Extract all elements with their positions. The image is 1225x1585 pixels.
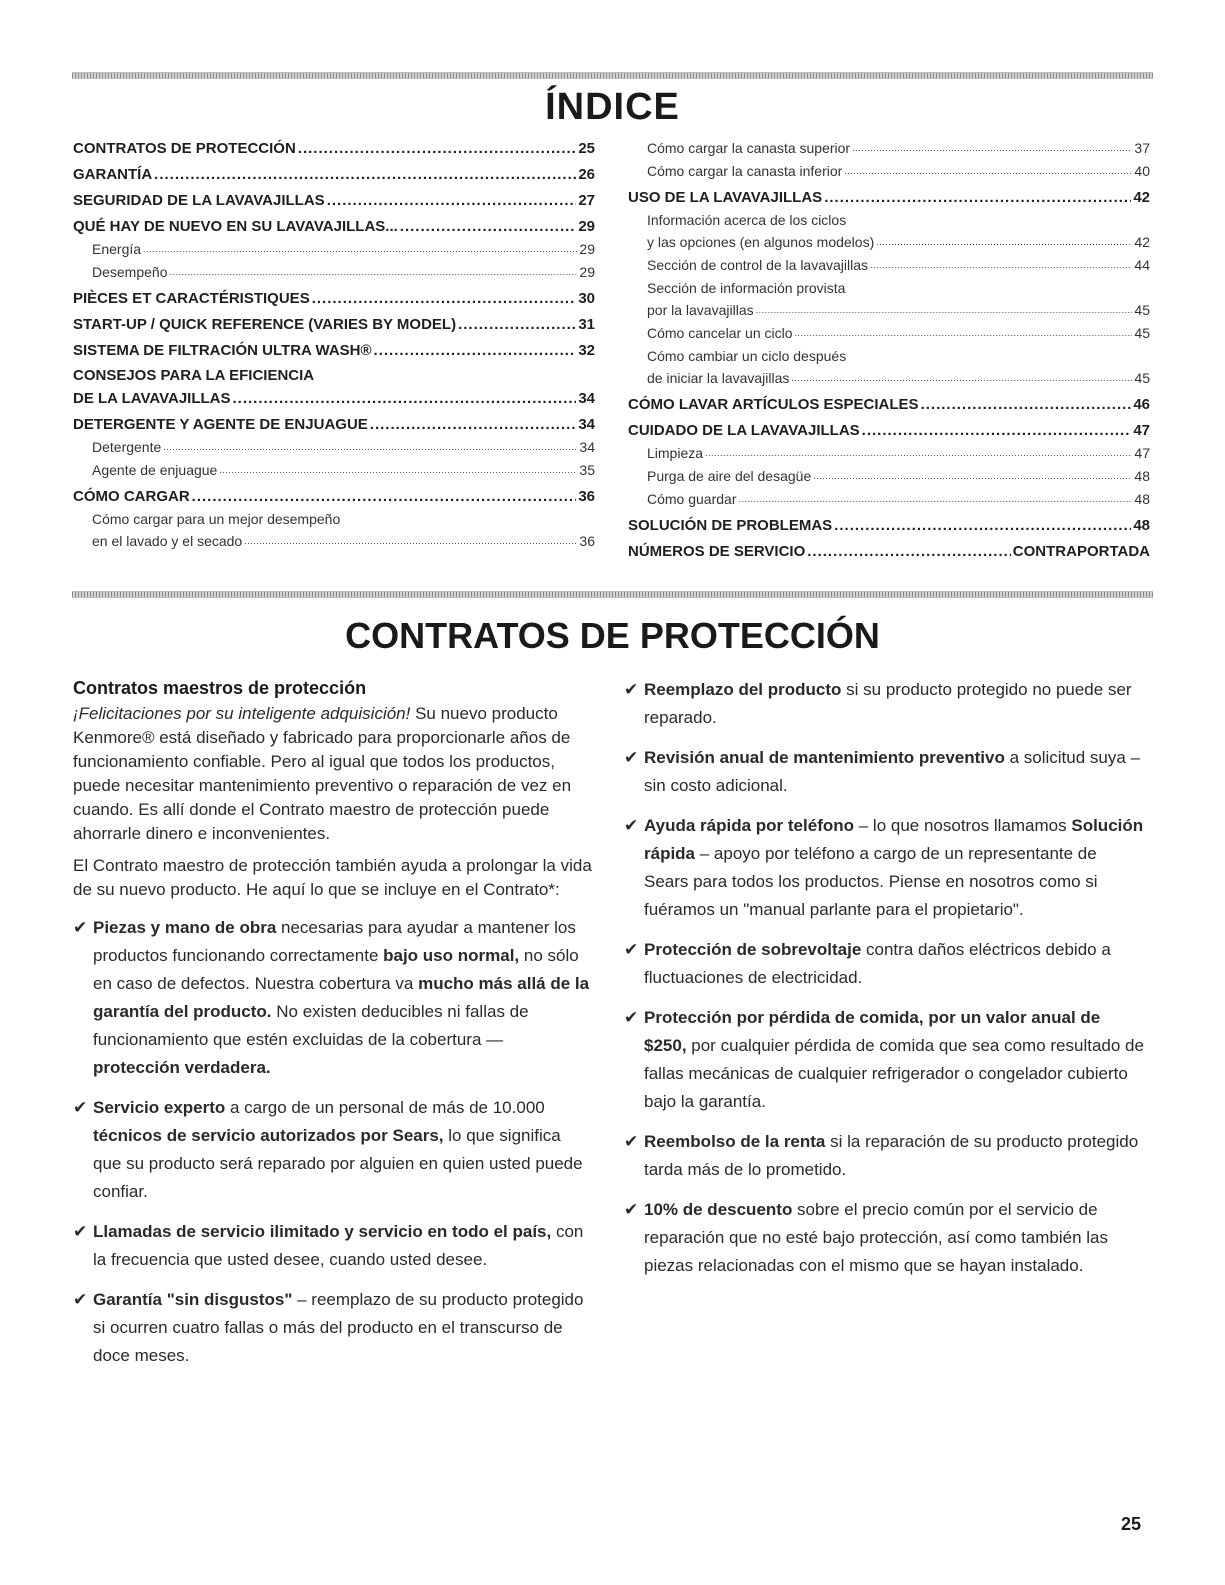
toc-entry-text: Agente de enjuague <box>92 462 218 478</box>
toc-row <box>647 488 1150 511</box>
toc-row <box>92 436 595 459</box>
toc-entry-text: SOLUCIÓN DE PROBLEMAS <box>628 517 833 534</box>
toc-entry <box>628 465 1150 488</box>
bullet-item <box>624 812 1144 924</box>
toc-dot-leader <box>834 514 1131 537</box>
checkmark-icon: ✔ <box>73 918 88 937</box>
toc-entry <box>73 137 595 160</box>
toc-entry-text: y las opciones (en algunos modelos) <box>647 234 875 250</box>
toc-page-number: 35 <box>579 462 595 478</box>
toc-entry <box>73 508 595 553</box>
toc-row <box>647 160 1150 183</box>
toc-entry-text: GARANTÍA <box>73 166 153 183</box>
toc-entry <box>628 322 1150 345</box>
bullet-bold-text: Protección por pérdida de comida, por un valor anual de $250, <box>644 1008 1101 1055</box>
toc-entry <box>73 215 595 238</box>
toc-dot-leader <box>170 261 578 284</box>
toc-entry-text: USO DE LA LAVAVAJILLAS <box>628 189 823 206</box>
intro-italic: ¡Felicitaciones por su inteligente adquisición! <box>73 704 411 723</box>
toc-page-number: 37 <box>1134 140 1150 156</box>
toc-page-number: 36 <box>578 488 595 505</box>
toc-entry-text: Cómo cargar la canasta superior <box>647 140 851 156</box>
page-number: 25 <box>1120 1514 1141 1534</box>
toc-dot-leader <box>739 488 1133 511</box>
checkmark-icon: ✔ <box>624 1132 639 1151</box>
toc-dot-leader <box>233 387 577 410</box>
toc-row <box>628 393 1150 416</box>
toc-page-number: 45 <box>1134 370 1150 386</box>
bullet-text: con la frecuencia que usted desee, cuando usted desee. <box>93 1222 584 1269</box>
toc-dot-leader <box>876 231 1132 254</box>
toc-left-column <box>73 137 595 553</box>
toc-row <box>628 514 1150 537</box>
toc-dot-leader <box>813 465 1132 488</box>
toc-entry-line1: Cómo cargar para un mejor desempeño <box>92 511 341 527</box>
toc-entry-text: Cómo cargar la canasta inferior <box>647 163 843 179</box>
index-title: ÍNDICE <box>545 86 680 128</box>
toc-page-number: 25 <box>578 140 595 157</box>
toc-entry <box>628 160 1150 183</box>
toc-entry <box>73 485 595 508</box>
toc-page-number: 46 <box>1133 396 1150 413</box>
bullet-bold-text: bajo uso normal, <box>383 946 520 965</box>
toc-page-number: 30 <box>578 290 595 307</box>
toc-row <box>647 299 1150 322</box>
toc-entry-line1: Sección de información provista <box>647 280 846 296</box>
mid-rule <box>72 591 1153 598</box>
toc-row <box>73 215 595 238</box>
bullet-bold-text: Servicio experto <box>93 1098 226 1117</box>
toc-page-number: 48 <box>1133 517 1150 534</box>
checkmark-icon: ✔ <box>624 680 639 699</box>
toc-page-number: 29 <box>578 218 595 235</box>
toc-entry <box>73 313 595 336</box>
bullet-bold-text: mucho más allá de la garantía del producto. <box>93 974 590 1021</box>
bullet-item <box>73 914 593 1082</box>
bullet-bold-text: Revisión anual de mantenimiento preventivo <box>644 748 1005 767</box>
bullet-text: si su producto protegido no puede ser reparado. <box>644 680 1132 727</box>
toc-page-number: 29 <box>579 241 595 257</box>
toc-dot-leader <box>370 413 577 436</box>
bullet-item <box>624 1004 1144 1116</box>
toc-row <box>647 442 1150 465</box>
toc-page-number: 36 <box>579 533 595 549</box>
section-title: CONTRATOS DE PROTECCIÓN <box>345 615 880 656</box>
toc-entry-text: START-UP / QUICK REFERENCE (VARIES BY MODEL) <box>73 316 457 333</box>
toc-dot-leader <box>921 393 1132 416</box>
toc-row <box>647 254 1150 277</box>
toc-dot-leader <box>791 367 1132 390</box>
checkmark-icon: ✔ <box>624 1200 639 1219</box>
toc-entry-text: CÓMO LAVAR ARTÍCULOS ESPECIALES <box>628 396 919 413</box>
toc-row <box>92 530 595 553</box>
bullet-bold-text: Reembolso de la renta <box>644 1132 826 1151</box>
bullet-text: – lo que nosotros llamamos <box>854 816 1072 835</box>
toc-page-number: 48 <box>1134 468 1150 484</box>
bullet-text: sobre el precio común por el servicio de reparación que no esté bajo protección, así como también las piezas relacionadas con el mismo que se hayan instalado. <box>644 1200 1108 1275</box>
toc-entry <box>73 459 595 482</box>
toc-row <box>628 186 1150 209</box>
toc-entry <box>628 186 1150 209</box>
top-rule <box>72 72 1153 79</box>
toc-page-number: 26 <box>578 166 595 183</box>
bullet-bold-text: Piezas y mano de obra <box>93 918 277 937</box>
toc-entry <box>628 442 1150 465</box>
toc-entry <box>73 413 595 436</box>
toc-row <box>647 367 1150 390</box>
checkmark-icon: ✔ <box>624 940 639 959</box>
bullet-text: contra daños eléctricos debido a fluctuaciones de electricidad. <box>644 940 1111 987</box>
bullet-bold-text: Ayuda rápida por teléfono <box>644 816 855 835</box>
toc-dot-leader <box>756 299 1133 322</box>
checkmark-icon: ✔ <box>73 1222 88 1241</box>
toc-page-number: 47 <box>1134 445 1150 461</box>
toc-dot-leader <box>862 419 1132 442</box>
toc-row <box>73 413 595 436</box>
toc-entry-text: DE LA LAVAVAJILLAS <box>73 390 231 407</box>
bullet-bold-text: Reemplazo del producto <box>644 680 842 699</box>
bullet-text: si la reparación de su producto protegido tarda más de lo prometido. <box>644 1132 1139 1179</box>
bullet-item <box>624 744 1144 800</box>
bullet-bold-text: Protección de sobrevoltaje <box>644 940 862 959</box>
right-bullet-list <box>624 676 1144 1280</box>
toc-page-number: 27 <box>578 192 595 209</box>
toc-entry <box>628 345 1150 390</box>
toc-dot-leader <box>844 160 1132 183</box>
toc-entry <box>628 540 1150 563</box>
bullet-text: necesarias para ayudar a mantener los productos funcionando correctamente <box>93 918 576 965</box>
checkmark-icon: ✔ <box>73 1290 88 1309</box>
bullet-text: por cualquier pérdida de comida que sea como resultado de fallas mecánicas de cualquier refrigerador o congelador cubierto bajo la garantía. <box>644 1036 1144 1111</box>
intro-paragraph <box>73 702 593 846</box>
left-column <box>73 676 593 1382</box>
toc-page-number: 45 <box>1134 302 1150 318</box>
toc-dot-leader <box>312 287 577 310</box>
bullet-bold-text: 10% de descuento <box>644 1200 793 1219</box>
toc-dot-leader <box>795 322 1133 345</box>
toc-row <box>647 465 1150 488</box>
toc-dot-leader <box>327 189 577 212</box>
toc-entry-text: DETERGENTE Y AGENTE DE ENJUAGUE <box>73 416 368 433</box>
toc-entry <box>628 419 1150 442</box>
bullet-item <box>624 936 1144 992</box>
toc-entry-text: Cómo cancelar un ciclo <box>647 325 793 341</box>
toc-row <box>73 163 595 186</box>
toc-page-number: 34 <box>579 439 595 455</box>
toc-row <box>73 387 595 410</box>
toc-entry <box>73 163 595 186</box>
toc-entry-text: Detergente <box>92 439 162 455</box>
intro-text: Su nuevo producto Kenmore® está diseñado y fabricado para proporcionarle años de funcionamiento confiable. Pero al igual que todos los productos, puede necesitar mantenimiento preventivo o reparación de vez en cuando. Es allí donde el Contrato maestro de protección puede ahorrarle dinero e inconvenientes. <box>73 704 572 843</box>
toc-page-number: 31 <box>578 316 595 333</box>
toc-entry <box>73 339 595 362</box>
toc-right-column <box>628 137 1150 563</box>
toc-dot-leader <box>458 313 576 336</box>
toc-row <box>628 540 1150 563</box>
toc-row <box>73 485 595 508</box>
toc-entry-text: Cómo guardar <box>647 491 737 507</box>
bullet-item <box>624 1128 1144 1184</box>
toc-page-number: 42 <box>1134 234 1150 250</box>
toc-entry-line1: Cómo cambiar un ciclo después <box>647 348 847 364</box>
toc-entry-text: CUIDADO DE LA LAVAVAJILLAS <box>628 422 860 439</box>
toc-entry-text: de iniciar la lavavajillas <box>647 370 790 386</box>
toc-dot-leader <box>244 530 577 553</box>
toc-entry <box>628 277 1150 322</box>
toc-row <box>628 419 1150 442</box>
checkmark-icon: ✔ <box>73 1098 88 1117</box>
bullet-bold-text: protección verdadera. <box>93 1058 271 1077</box>
toc-page-number: 29 <box>579 264 595 280</box>
toc-entry-text: PIÈCES ET CARACTÉRISTIQUES <box>73 290 310 307</box>
bullet-bold-text: Solución rápida <box>644 816 1144 863</box>
toc-entry-text: CÓMO CARGAR <box>73 488 190 505</box>
toc-row <box>647 137 1150 160</box>
toc-entry-text: CONTRATOS DE PROTECCIÓN <box>73 140 296 157</box>
left-bullet-list <box>73 914 593 1370</box>
bullet-bold-text: Garantía "sin disgustos" <box>93 1290 293 1309</box>
toc-entry <box>73 238 595 261</box>
toc-row <box>73 287 595 310</box>
toc-entry-text: Purga de aire del desagüe <box>647 468 812 484</box>
bullet-text: – apoyo por teléfono a cargo de un representante de Sears para todos los productos. Piense en nosotros como si fuéramos un "manual parlante para el propietario". <box>644 844 1098 919</box>
toc-row <box>647 322 1150 345</box>
toc-page-number: 40 <box>1134 163 1150 179</box>
toc-entry-text: Energía <box>92 241 142 257</box>
toc-dot-leader <box>143 238 577 261</box>
toc-dot-leader <box>852 137 1132 160</box>
bullet-item <box>73 1094 593 1206</box>
toc-entry <box>628 254 1150 277</box>
bullet-text: – reemplazo de su producto protegido si ocurren cuatro fallas o más del producto en el transcurso de doce meses. <box>93 1290 584 1365</box>
toc-entry <box>73 436 595 459</box>
toc-dot-leader <box>219 459 577 482</box>
bullet-bold-text: técnicos de servicio autorizados por Sears, <box>93 1126 444 1145</box>
toc-dot-leader <box>154 163 576 186</box>
toc-row <box>92 261 595 284</box>
toc-dot-leader <box>705 442 1132 465</box>
bullet-item <box>624 1196 1144 1280</box>
bullet-item <box>624 676 1144 732</box>
toc-page-number: 45 <box>1134 325 1150 341</box>
toc-entry-text: NÚMEROS DE SERVICIO <box>628 543 806 560</box>
toc-entry <box>73 287 595 310</box>
toc-entry-text: en el lavado y el secado <box>92 533 243 549</box>
right-column <box>624 676 1144 1292</box>
toc-entry-text: SEGURIDAD DE LA LAVAVAJILLAS <box>73 192 325 209</box>
toc-entry <box>628 209 1150 254</box>
toc-row <box>73 339 595 362</box>
toc-row <box>73 137 595 160</box>
checkmark-icon: ✔ <box>624 748 639 767</box>
bullet-item <box>73 1218 593 1274</box>
toc-page-number: 32 <box>578 342 595 359</box>
toc-row <box>92 459 595 482</box>
toc-entry-line1: CONSEJOS PARA LA EFICIENCIA <box>73 367 315 384</box>
second-paragraph: El Contrato maestro de protección también ayuda a prolongar la vida de su nuevo producto. He aquí lo que se incluye en el Contrato*: <box>73 856 592 899</box>
toc-row <box>73 189 595 212</box>
bullet-text: No existen deducibles ni fallas de funcionamiento que estén excluidas de la cobertura — <box>93 1002 529 1049</box>
toc-page-number: 48 <box>1134 491 1150 507</box>
toc-page-number: 34 <box>578 390 595 407</box>
bullet-text: lo que significa que su producto será reparado por alguien en quien usted puede confiar. <box>93 1126 583 1201</box>
toc-entry-text: por la lavavajillas <box>647 302 754 318</box>
bullet-text: no sólo en caso de defectos. Nuestra cobertura va <box>93 946 579 993</box>
toc-row <box>92 238 595 261</box>
toc-dot-leader <box>870 254 1132 277</box>
toc-dot-leader <box>192 485 577 508</box>
toc-page-number: 47 <box>1133 422 1150 439</box>
bullet-bold-text: Llamadas de servicio ilimitado y servicio en todo el país, <box>93 1222 552 1241</box>
bullet-text: a cargo de un personal de más de 10.000 <box>225 1098 545 1117</box>
toc-page-number: 34 <box>578 416 595 433</box>
toc-dot-leader <box>374 339 577 362</box>
toc-entry-text: Sección de control de la lavavajillas <box>647 257 869 273</box>
toc-page-number: CONTRAPORTADA <box>1012 543 1150 560</box>
toc-entry <box>73 261 595 284</box>
toc-dot-leader <box>824 186 1131 209</box>
checkmark-icon: ✔ <box>624 1008 639 1027</box>
toc-row <box>73 313 595 336</box>
bullet-item <box>73 1286 593 1370</box>
subsection-heading: Contratos maestros de protección <box>73 678 367 698</box>
toc-dot-leader <box>163 436 577 459</box>
toc-entry-text: Limpieza <box>647 445 704 461</box>
toc-entry-text: Desempeño <box>92 264 168 280</box>
toc-row <box>647 231 1150 254</box>
toc-entry <box>628 514 1150 537</box>
toc-entry-text: SISTEMA DE FILTRACIÓN ULTRA WASH® <box>73 342 372 359</box>
toc-dot-leader <box>807 540 1011 563</box>
toc-dot-leader <box>298 137 577 160</box>
toc-entry <box>628 488 1150 511</box>
toc-page-number: 44 <box>1134 257 1150 273</box>
bullet-text: a solicitud suya – sin costo adicional. <box>644 748 1141 795</box>
toc-entry-text: QUÉ HAY DE NUEVO EN SU LAVAVAJILLAS... <box>73 218 398 235</box>
toc-entry <box>628 393 1150 416</box>
checkmark-icon: ✔ <box>624 816 639 835</box>
toc-entry <box>73 365 595 410</box>
toc-page-number: 42 <box>1133 189 1150 206</box>
toc-entry <box>628 137 1150 160</box>
toc-dot-leader <box>400 215 577 238</box>
toc-entry <box>73 189 595 212</box>
toc-entry-line1: Información acerca de los ciclos <box>647 212 847 228</box>
